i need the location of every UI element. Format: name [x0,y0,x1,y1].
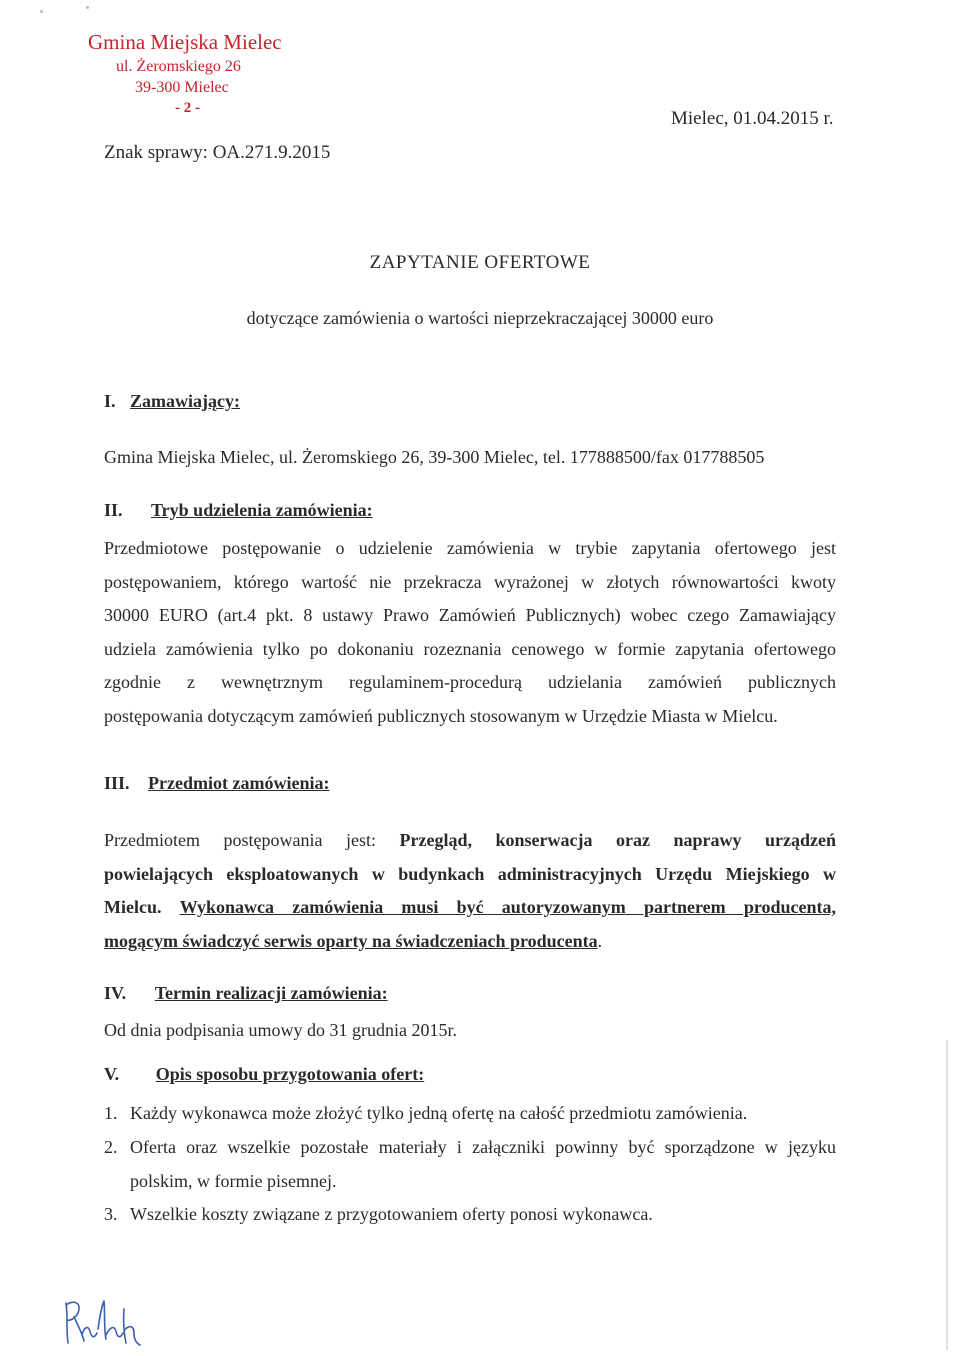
handwritten-signature [60,1295,160,1350]
stamp-page-number: - 2 - [175,100,200,116]
paragraph-line [104,925,836,959]
section-3-paragraph [104,824,836,958]
list-item-text [130,1097,836,1131]
paragraph-line: zgodnie z wewnętrznym regulaminem-procedurą udzielania zamówień publicznych [104,672,836,693]
list-item [104,1131,836,1199]
section-4-number: IV. [104,983,127,1003]
list-item-line: Wszelkie koszty związane z przygotowaniem oferty ponosi wykonawca. [130,1204,653,1224]
case-number: Znak sprawy: OA.271.9.2015 [104,142,331,163]
list-item-line: Każdy wykonawca może złożyć tylko jedną ofertę na całość przedmiotu zamówienia. [130,1103,748,1123]
list-item-text [130,1198,836,1232]
section-4-text: Od dnia podpisania umowy do 31 grudnia 2015r. [104,1020,457,1040]
subject-bold-text: powielających eksploatowanych w budynkach administracyjnych Urzędu Miejskiego w [104,863,836,884]
list-item-number: 2. [104,1137,118,1157]
section-2-label: Tryb udzielenia zamówienia: [151,500,373,520]
list-item-line: polskim, w formie pisemnej. [130,1170,337,1191]
document-subtitle: dotyczące zamówienia o wartości nieprzekraczającej 30000 euro [246,308,714,328]
stamp-name: Gmina Miejska Mielec [88,30,282,54]
paragraph-line: postępowania dotyczącym zamówień publicznych stosowanym w Urzędzie Miasta w Mielcu. [104,705,778,726]
section-1-text: Gmina Miejska Mielec, ul. Żeromskiego 26, 39-300 Mielec, tel. 177888500/fax 017788505 [104,447,765,467]
section-4-heading [104,983,388,1004]
paragraph-line [104,824,836,858]
subject-intro: Przedmiotem postępowania jest: [104,830,376,850]
subject-bold-text: Przegląd, konserwacja oraz naprawy urządzeń [399,830,836,850]
stamp-city: 39-300 Mielec [135,79,229,96]
list-item-line: Oferta oraz wszelkie pozostałe materiały i załączniki powinny być sporządzone w języku [130,1137,836,1157]
paragraph-line: postępowaniem, którego wartość nie przekracza wyrażonej w złotych równowartości kwoty [104,571,836,592]
list-item-number: 1. [104,1103,118,1123]
scan-speck [40,10,43,13]
section-4-label: Termin realizacji zamówienia: [154,983,388,1003]
section-5-heading [104,1064,424,1085]
place-date: Mielec, 01.04.2015 r. [671,108,834,129]
section-2-paragraph [104,532,836,734]
list-item [104,1198,836,1232]
paragraph-line: 30000 EURO (art.4 pkt. 8 ustawy Prawo Zamówień Publicznych) wobec czego Zamawiający [104,605,836,626]
list-item [104,1097,836,1131]
section-3-heading [104,773,329,794]
scan-speck [86,6,89,9]
paragraph-line: Przedmiotowe postępowanie o udzielenie zamówienia w trybie zapytania ofertowego jest [104,538,836,558]
list-item-number: 3. [104,1204,118,1224]
scan-edge-line [946,1040,948,1350]
document-title: ZAPYTANIE OFERTOWE [369,252,591,273]
list-item-text [130,1131,836,1198]
paragraph-line [104,891,836,925]
section-1-number: I. [104,391,116,411]
contractor-requirement: mogącym świadczyć serwis oparty na świadczeniach producenta [104,930,598,951]
section-1-label: Zamawiający: [130,391,240,411]
paragraph-line: udziela zamówienia tylko po dokonaniu rozeznania cenowego w formie zapytania ofertowego [104,638,836,659]
section-5-label: Opis sposobu przygotowania ofert: [155,1064,425,1084]
section-3-label: Przedmiot zamówienia: [148,773,330,793]
section-2-heading [104,500,373,521]
section-5-number: V. [104,1064,120,1084]
sentence-end: . [597,930,603,951]
section-3-number: III. [104,773,130,793]
subject-bold-text: Mielcu. [104,897,162,918]
contractor-requirement: Wykonawca zamówienia musi być autoryzowanym partnerem producenta, [179,897,836,918]
section-2-number: II. [104,500,123,520]
stamp-street: ul. Żeromskiego 26 [116,58,241,75]
section-1-heading [104,391,240,412]
